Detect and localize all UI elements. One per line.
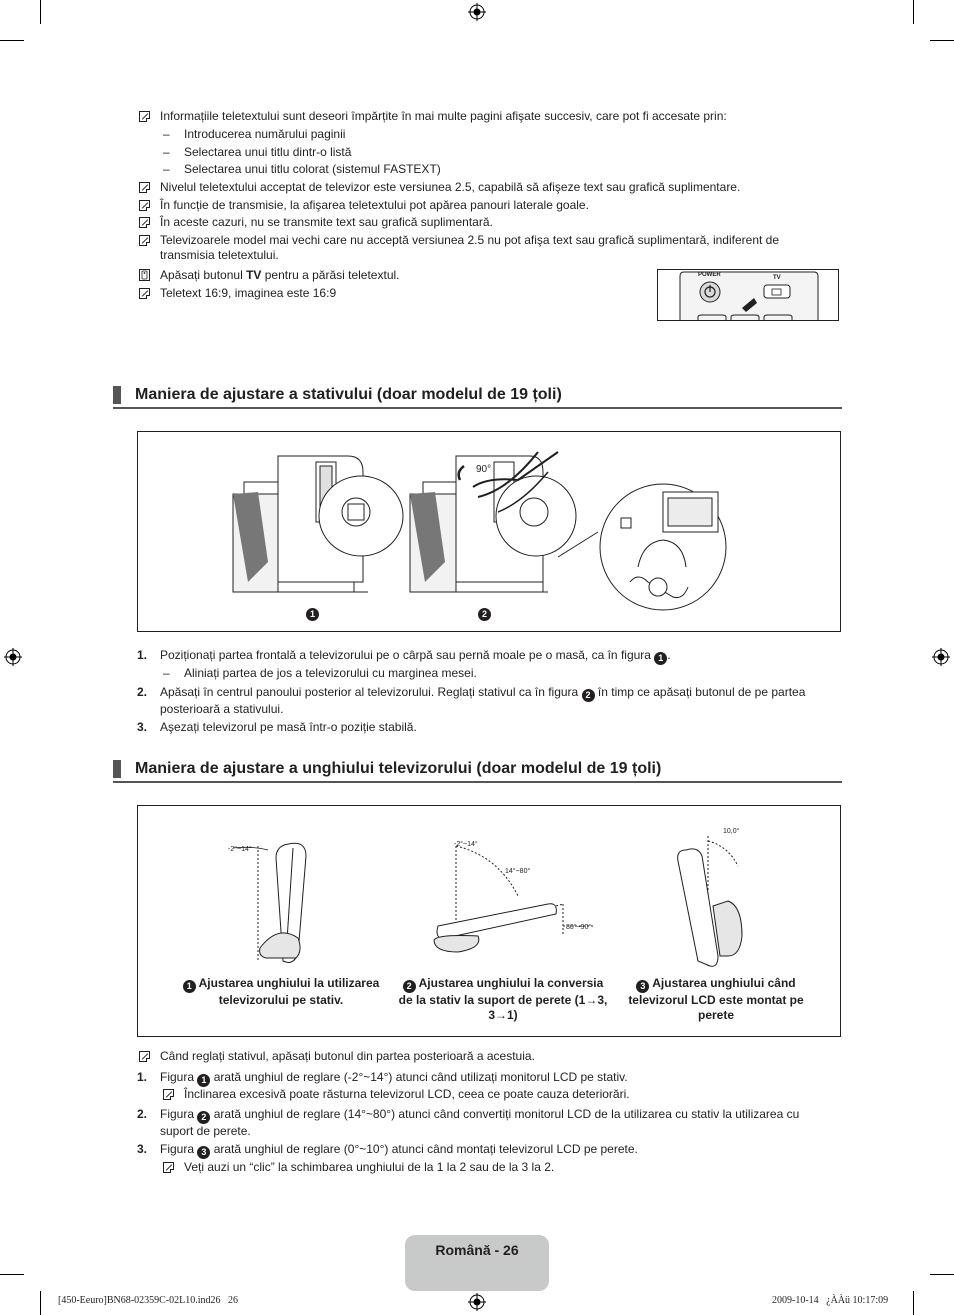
note-text: Informațiile teletextului sunt deseori împărțite în mai multe pagini afişate succesiv, care pot fi accesate prin: <box>160 109 727 123</box>
page-number: Română - 26 <box>435 1242 519 1258</box>
remote-control-icon <box>139 269 150 281</box>
step-number: 3. <box>137 720 148 734</box>
angle-label: 90° <box>476 464 492 475</box>
power-label: POWER <box>698 272 721 278</box>
note-text: Teletext 16:9, imaginea este 16:9 <box>160 286 337 300</box>
remote-drawing <box>658 270 839 321</box>
crop-mark <box>0 1274 24 1275</box>
file-slug: [450-Eeuro]BN68-02359C-02L10.ind26 26 <box>58 1295 238 1306</box>
step-number: 1. <box>137 648 148 662</box>
crop-mark <box>913 0 914 24</box>
note-text: Înclinarea excesivă poate răsturna televizorul LCD, ceea ce poate cauza deteriorări. <box>184 1087 630 1101</box>
step-number: 2. <box>137 1107 148 1121</box>
stand-adjust-figure <box>137 431 841 632</box>
note-icon <box>163 1162 174 1173</box>
angle-adjust-figure <box>137 805 841 1037</box>
angle-label: 14°~80° <box>505 868 531 875</box>
dash-bullet: – <box>163 127 170 141</box>
crop-mark <box>913 1291 914 1315</box>
note-icon <box>139 200 150 211</box>
section-title: Maniera de ajustare a unghiului televizorului (doar modelul de 19 țoli) <box>135 760 662 777</box>
tv-label: TV <box>773 275 781 281</box>
step-text: Figura 1 arată unghiul de reglare (-2°~14°) atunci când utilizați monitorul LCD pe stativ. <box>160 1070 628 1085</box>
registration-mark-icon <box>932 648 950 666</box>
crop-mark <box>930 40 954 41</box>
step-number: 1. <box>137 1070 148 1084</box>
list-item: Selectarea unui titlu colorat (sistemul FASTEXT) <box>184 162 441 176</box>
step-text: Apăsați în centrul panoului posterior al televizorului. Reglați stativul ca în figura 2 în timp ce apăsați butonul de pe partea posterioară a stativului. <box>160 685 806 716</box>
registration-mark-icon <box>468 3 486 21</box>
figure-label: 1 <box>306 604 319 621</box>
section-title: Maniera de ajustare a stativului (doar modelul de 19 țoli) <box>135 386 562 403</box>
note-icon <box>139 111 150 122</box>
stand-illustration <box>138 432 840 631</box>
step-text: Aşezați televizorul pe masă într-o poziție stabilă. <box>160 720 417 734</box>
step-text: Figura 2 arată unghiul de reglare (14°~80°) atunci când convertiți monitorul LCD de la utilizarea cu stativ la utilizarea cu suport de perete. <box>160 1107 800 1138</box>
step-number: 2. <box>137 685 148 699</box>
remote-illustration <box>657 269 839 321</box>
print-date: 2009-10-14 ¿ÀÀü 10:17:09 <box>772 1295 889 1306</box>
registration-mark-icon <box>468 1293 486 1311</box>
angle-label: 10,0° <box>723 828 740 835</box>
note-icon <box>163 1089 174 1100</box>
section-marker <box>113 386 121 404</box>
note-icon <box>139 1051 150 1062</box>
note-icon <box>139 182 150 193</box>
angle-label: -2°~14° <box>228 846 252 853</box>
step-text: Figura 3 arată unghiul de reglare (0°~10°) atunci când montați televizorul LCD pe perete. <box>160 1142 638 1157</box>
list-item: Introducerea numărului paginii <box>184 127 346 141</box>
section-rule <box>113 781 842 783</box>
note-icon <box>139 217 150 228</box>
figure-label: 2 <box>478 604 491 621</box>
crop-mark <box>40 1291 41 1315</box>
angle-label: 80°~90° <box>566 924 592 931</box>
note-icon <box>139 235 150 246</box>
crop-mark <box>40 0 41 24</box>
note-icon <box>139 288 150 299</box>
note-text: Nivelul teletextului acceptat de televizor este versiunea 2.5, capabilă să afişeze text sau grafică suplimentare. <box>160 180 741 194</box>
figure-caption: 3 Ajustarea unghiului când televizorul LCD este montat pe perete <box>628 976 804 1022</box>
registration-mark-icon <box>4 648 22 666</box>
step-number: 3. <box>137 1142 148 1156</box>
note-text: În funcție de transmisie, la afişarea teletextului pot apărea panouri laterale goale. <box>160 198 589 212</box>
dash-bullet: – <box>163 666 170 680</box>
note-text: Când reglați stativul, apăsați butonul din partea posterioară a acestuia. <box>160 1049 535 1063</box>
note-text: Apăsați butonul TV pentru a părăsi teletextul. <box>160 268 400 282</box>
note-text: Televizoarele model mai vechi care nu acceptă versiunea 2.5 nu pot afişa text sau grafică suplimentară, indiferent de transmisia teletextului. <box>160 233 780 262</box>
section-rule <box>113 407 842 409</box>
step-text: Poziționați partea frontală a televizorului pe o cârpă sau pernă moale pe o masă, ca în figura 1 . <box>160 648 671 663</box>
note-text: Veți auzi un “clic” la schimbarea unghiului de la 1 la 2 sau de la 3 la 2. <box>184 1160 555 1174</box>
dash-bullet: – <box>163 162 170 176</box>
list-item: Selectarea unui titlu dintr-o listă <box>184 145 352 159</box>
note-text: În aceste cazuri, nu se transmite text sau grafică suplimentară. <box>160 215 493 229</box>
step-text: Aliniați partea de jos a televizorului cu marginea mesei. <box>184 666 477 680</box>
dash-bullet: – <box>163 145 170 159</box>
angle-label: -2°~14° <box>454 841 478 848</box>
section-marker <box>113 760 121 778</box>
crop-mark <box>0 40 24 41</box>
figure-caption: 1 Ajustarea unghiului la utilizarea televizorului pe stativ. <box>178 976 384 1008</box>
figure-caption: 2 Ajustarea unghiului la conversia de la stativ la suport de perete (1→3, 3→1) <box>398 976 608 1022</box>
crop-mark <box>930 1274 954 1275</box>
